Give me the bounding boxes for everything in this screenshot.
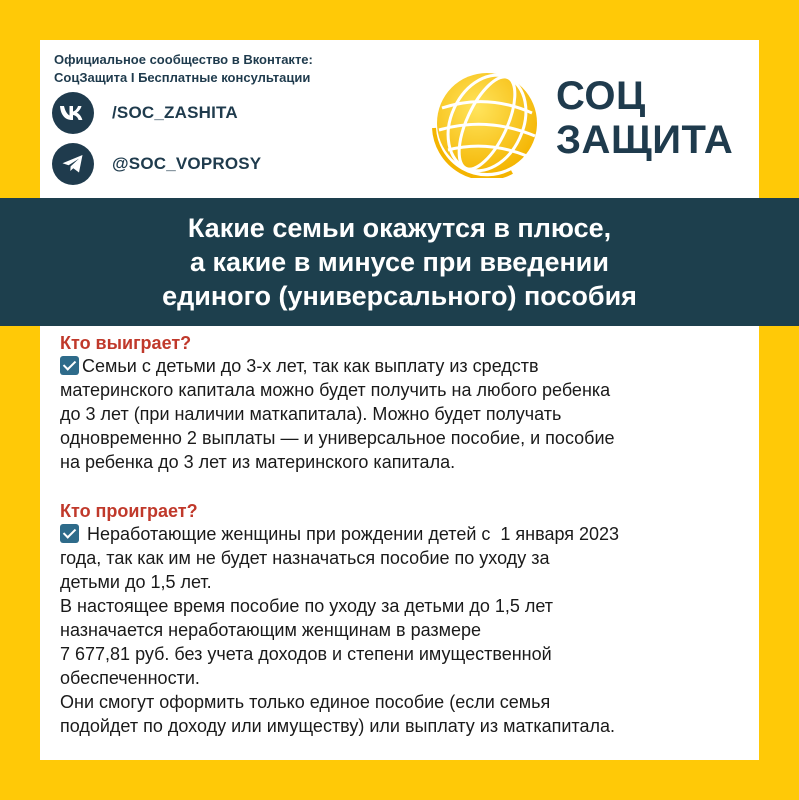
community-line-2: СоцЗащита I Бесплатные консультации: [54, 70, 311, 85]
losers-line-8: Они смогут оформить только единое пособие (если семья: [60, 692, 551, 712]
winners-heading: Кто выиграет?: [60, 333, 192, 353]
losers-line-4: В настоящее время пособие по уходу за детьми до 1,5 лет: [60, 596, 554, 616]
community-label: [54, 51, 313, 87]
losers-line-5: назначается неработающим женщинам в размере: [60, 620, 482, 640]
telegram-link[interactable]: [52, 143, 261, 185]
losers-line-9: подойдет по доходу или имуществу) или выплату из маткапитала.: [60, 716, 615, 736]
content-card: [40, 326, 759, 760]
title-line-3: единого (универсального) пособия: [162, 281, 637, 311]
losers-line-3: детьми до 1,5 лет.: [60, 572, 212, 592]
winners-text: [60, 354, 749, 474]
title-banner: [0, 198, 799, 326]
logo-line-1: СОЦ: [556, 74, 646, 118]
vk-logo-icon: [52, 92, 94, 134]
losers-text: [60, 522, 749, 738]
community-line-1: Официальное сообщество в Вконтакте:: [54, 52, 313, 67]
title-line-2: а какие в минусе при введении: [190, 247, 609, 277]
winners-line-5: на ребенка до 3 лет из материнского капитала.: [60, 452, 456, 472]
logo-line-2: ЗАЩИТА: [556, 118, 734, 162]
logo-wordmark: [556, 74, 733, 162]
losers-heading: Кто проиграет?: [60, 501, 198, 521]
vk-handle[interactable]: /SOC_ZASHITA: [112, 103, 238, 122]
losers-line-7: обеспеченности.: [60, 668, 200, 688]
winners-line-2: материнского капитала можно будет получить на любого ребенка: [60, 380, 611, 400]
losers-line-1: Неработающие женщины при рождении детей с 1 января 2023: [60, 522, 749, 546]
globe-icon: [432, 68, 542, 178]
winners-line-4: одновременно 2 выплаты — и универсальное пособие, и пособие: [60, 428, 615, 448]
telegram-handle[interactable]: @SOC_VOPROSY: [112, 154, 262, 173]
winners-line-1: Семьи с детьми до 3-х лет, так как выплату из средств: [60, 354, 749, 378]
page-title: [162, 211, 637, 313]
header-card: [40, 40, 759, 198]
checkbox-icon: [60, 356, 79, 375]
title-line-1: Какие семьи окажутся в плюсе,: [187, 213, 612, 243]
checkbox-icon: [60, 524, 79, 543]
telegram-plane-icon: [52, 143, 94, 185]
winners-line-3: до 3 лет (при наличии маткапитала). Можно будет получать: [60, 404, 562, 424]
vk-link[interactable]: [52, 92, 238, 134]
losers-line-2: года, так как им не будет назначаться пособие по уходу за: [60, 548, 550, 568]
soc-zashita-logo: [432, 68, 732, 184]
losers-line-6: 7 677,81 руб. без учета доходов и степени имущественной: [60, 644, 552, 664]
